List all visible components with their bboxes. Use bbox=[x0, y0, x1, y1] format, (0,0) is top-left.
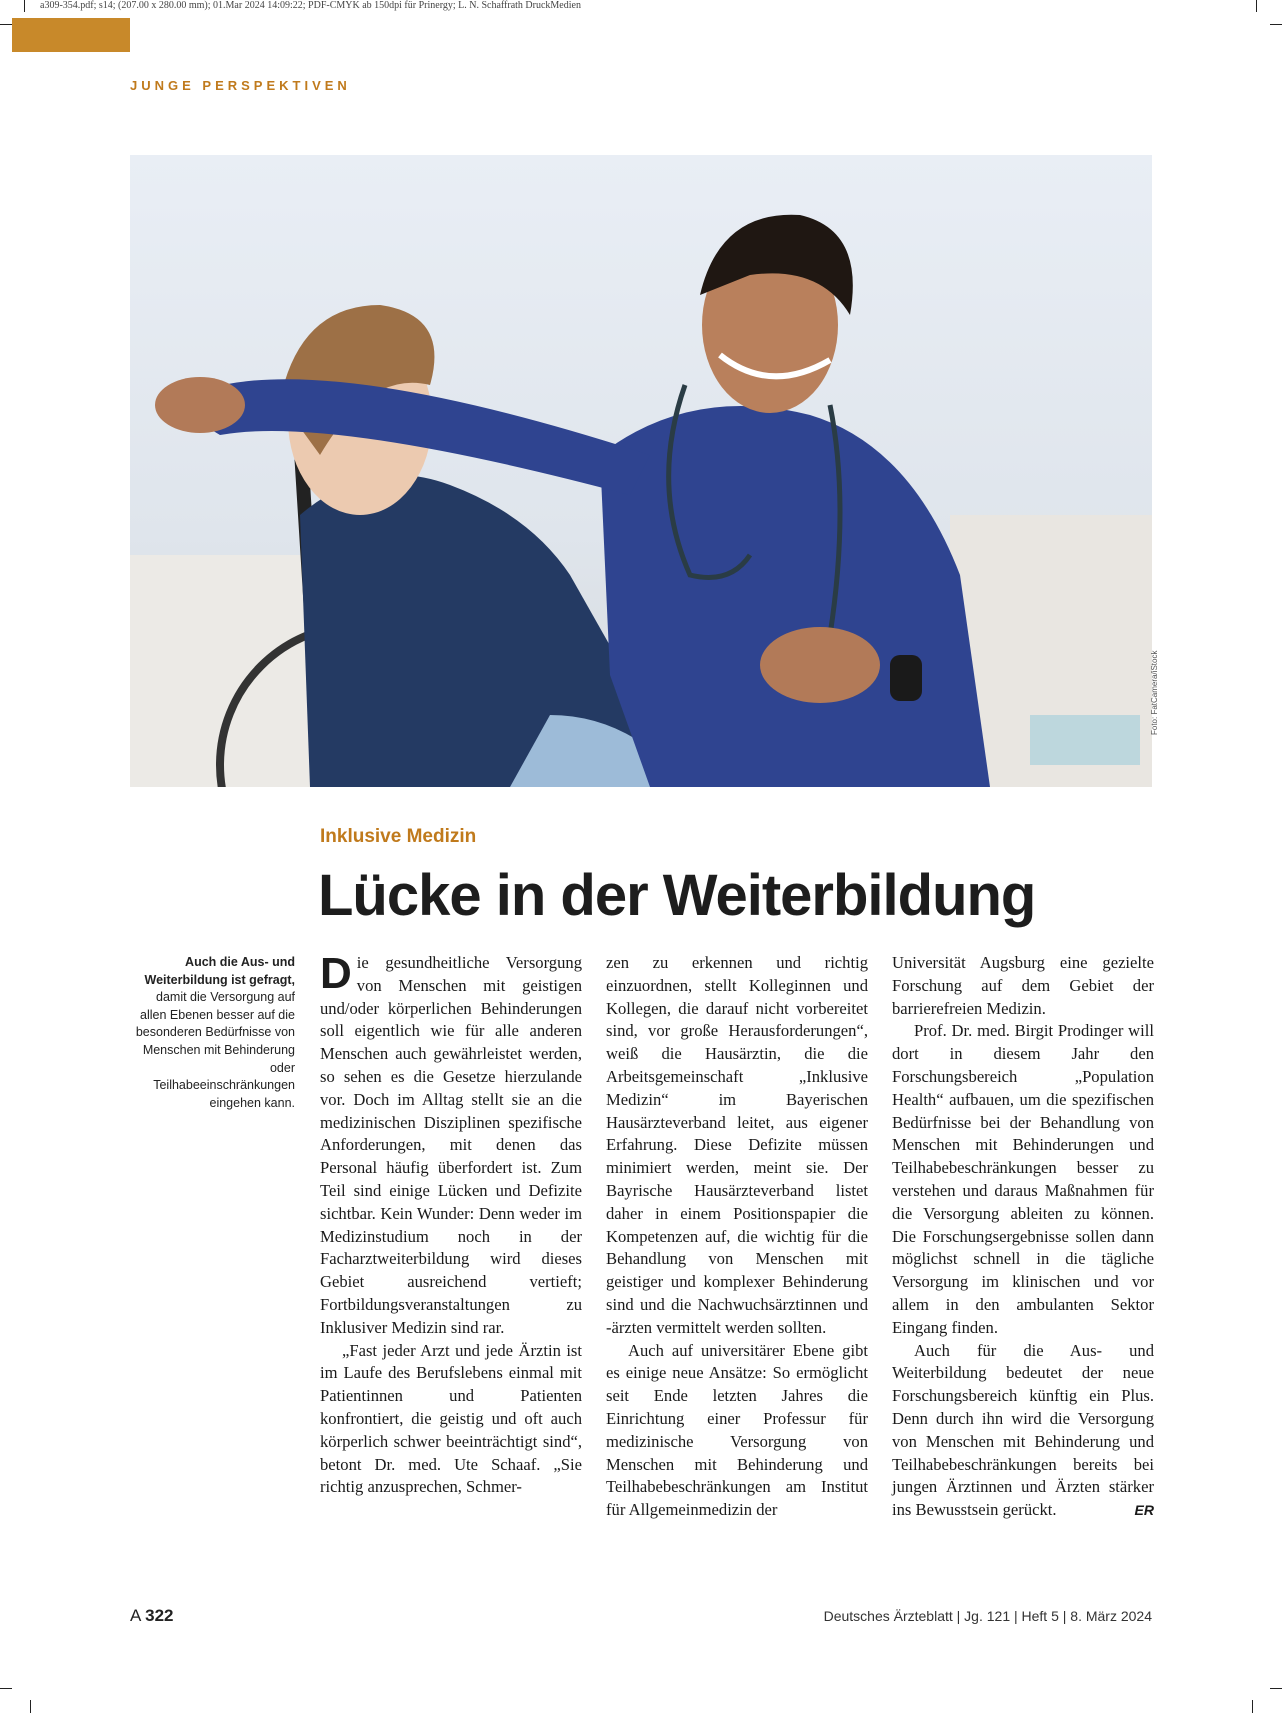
crop-mark bbox=[1270, 24, 1282, 25]
section-label: JUNGE PERSPEKTIVEN bbox=[130, 78, 351, 93]
section-color-tab bbox=[12, 18, 130, 52]
paragraph bbox=[320, 949, 582, 1340]
paragraph: Prof. Dr. med. Birgit Prodinger will dort in diesem Jahr den Forschungsbereich „Population Health“ aufbauen, um die spezifischen Bedürfnisse bei der Behandlung von Menschen mit Behinderungen und Teilhabebeschränkungen besser zu verstehen und daraus Maßnahmen für die Versorgung ableiten zu können. Die Forschungsergebnisse sollen dann möglichst schnell in die tägliche Versorgung im klinischen und vor allem in den ambulanten Sektor Eingang finden. bbox=[892, 1021, 1154, 1337]
photo-doctor-with-child-in-wheelchair bbox=[130, 155, 1152, 787]
crop-mark bbox=[1252, 1700, 1253, 1713]
article-column-2 bbox=[606, 952, 868, 1522]
paragraph: Auch auf universitärer Ebene gibt es einige neue Ansätze: So ermöglicht seit Ende letzten Jahres die Einrichtung einer Professur für medizinische Versorgung von Menschen mit Behinderung und Teilhabebeschränkungen am Institut für Allgemeinmedizin der bbox=[606, 1340, 868, 1520]
crop-mark bbox=[0, 24, 12, 25]
page-prefix: A bbox=[130, 1606, 146, 1625]
paragraph-text: ie gesundheitliche Versorgung von Menschen mit geistigen und/oder körperlichen Behinderungen soll eigentlich wie für alle anderen Menschen auch gewährleistet werden, so sehen es die Gesetze hierzulande vor. Doch im Alltag stellt sie an die medizinischen Disziplinen spezifische Anforderungen, mit denen das Personal häufig überfordert ist. Zum Teil sind einige Lücken und Defizite sichtbar. Kein Wunder: Denn weder im Medizinstudium noch in der Facharztweiterbildung wird dieses Gebiet ausreichend vertieft; Fortbildungsveranstaltungen zu Inklusiver Medizin sind rar. bbox=[320, 953, 582, 1337]
crop-mark bbox=[1270, 1688, 1282, 1689]
journal-footer: Deutsches Ärzteblatt | Jg. 121 | Heft 5 | 8. März 2024 bbox=[823, 1608, 1152, 1624]
hero-photo bbox=[130, 155, 1152, 787]
crop-mark bbox=[24, 0, 25, 12]
article-column-1 bbox=[320, 949, 582, 1499]
paragraph: „Fast jeder Arzt und jede Ärztin ist im Laufe des Berufslebens einmal mit Patientinnen und Patienten konfrontiert, die geistig und oft auch körperlich schwer beeinträchtigt sind“, betont Dr. med. Ute Schaaf. „Sie richtig anzusprechen, Schmer- bbox=[320, 1340, 582, 1497]
photo-credit: Foto: FatCamera/iStock bbox=[1150, 650, 1159, 735]
caption-lead: Auch die Aus- und Weiterbildung ist gefragt, bbox=[144, 955, 295, 987]
article-kicker: Inklusive Medizin bbox=[320, 826, 477, 847]
print-info: a309-354.pdf; s14; (207.00 x 280.00 mm); 01.Mar 2024 14:09:22; PDF-CMYK ab 150dpi für Prinergy; L. N. Schaffrath DruckMedien bbox=[40, 0, 581, 11]
photo-caption bbox=[128, 954, 295, 1112]
paragraph bbox=[892, 1340, 1154, 1522]
page-number bbox=[130, 1606, 174, 1626]
article-column-3 bbox=[892, 952, 1154, 1522]
drop-cap: D bbox=[320, 949, 352, 998]
crop-mark bbox=[1256, 0, 1257, 12]
paragraph: Universität Augsburg eine gezielte Forschung auf dem Gebiet der barrierefreien Medizin. bbox=[892, 953, 1154, 1018]
article-headline: Lücke in der Weiterbildung bbox=[318, 863, 1036, 928]
crop-mark bbox=[0, 1688, 12, 1689]
paragraph-text: Auch für die Aus- und Weiterbildung bedeutet der neue Forschungsbereich künftig ein Plus. Denn durch ihn wird die Versorgung von Menschen mit Behinderung und Teilhabebeschränkungen bereits bei jungen Ärztinnen und Ärzten stärker ins Bewusstsein gerückt. bbox=[892, 1340, 1154, 1520]
crop-mark bbox=[30, 1700, 31, 1713]
page-number-value: 322 bbox=[145, 1606, 174, 1625]
paragraph: zen zu erkennen und richtig einzuordnen, stellt Kolleginnen und Kollegen, die darauf nicht vorbereitet sind, vor große Herausforderungen“, weiß die Hausärztin, die die Arbeitsgemeinschaft „Inklusive Medizin“ im Bayerischen Hausärzteverband leitet, aus eigener Erfahrung. Diese Defizite müssen minimiert werden, meint sie. Der Bayrische Hausärzteverband listet daher in einem Positionspapier die Kompetenzen auf, die wichtig für die Behandlung von Menschen mit geistiger und komplexer Behinderung sind und die Nachwuchsärztinnen und -ärzten vermittelt werden sollten. bbox=[606, 953, 868, 1337]
caption-text: damit die Versorgung auf allen Ebenen besser auf die besonderen Bedürfnisse von Menschen mit Behinderung oder Teilhabeeinschränkungen eingehen kann. bbox=[135, 990, 295, 1110]
author-initials: ER bbox=[1134, 1502, 1154, 1519]
